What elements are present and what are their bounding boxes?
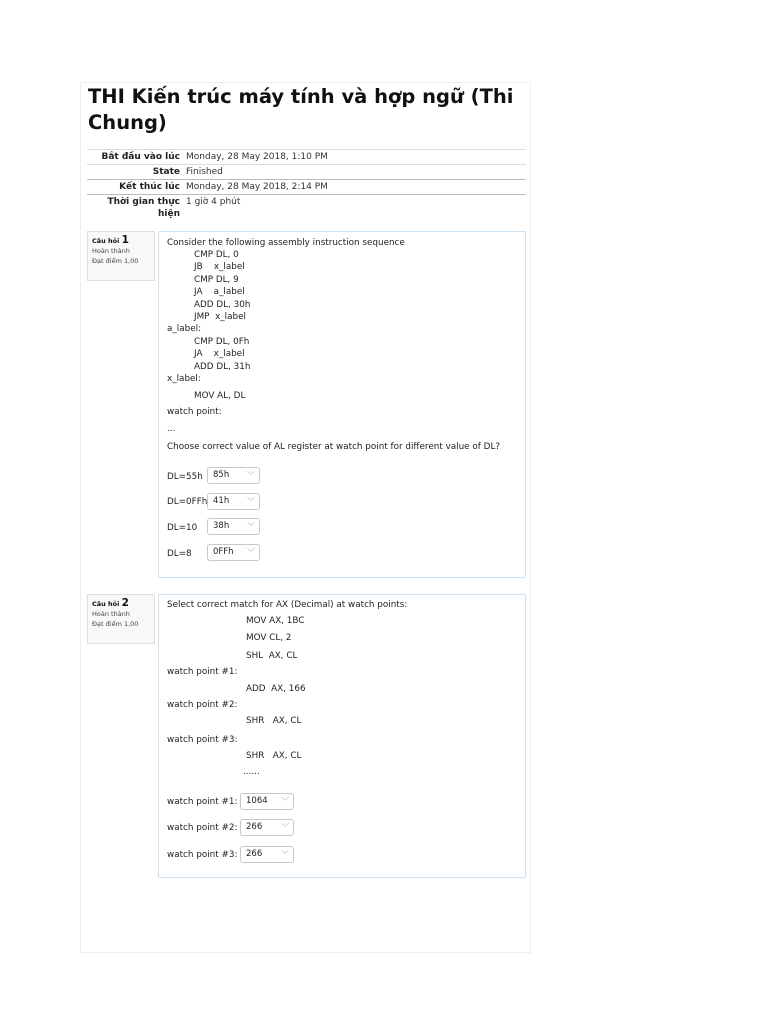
code-label: watch point:: [167, 407, 222, 417]
match-select-watch-point-1[interactable]: [240, 793, 294, 810]
selected-value: 266: [246, 849, 263, 859]
code-label: watch point #3:: [167, 735, 238, 745]
code-label: x_label:: [167, 374, 201, 384]
code-ellipsis: ...: [167, 424, 176, 434]
selected-value: 266: [246, 822, 263, 832]
code-line: MOV AL, DL: [194, 391, 246, 401]
code-line: JA a_label: [194, 287, 245, 297]
summary-label: Kết thúc lúc: [119, 182, 180, 192]
summary-value: 1 giờ 4 phút: [186, 197, 241, 207]
chevron-down-icon: ﹀: [281, 797, 289, 806]
selected-value: 85h: [213, 470, 230, 480]
code-line: CMP DL, 0: [194, 250, 239, 260]
summary-value: Monday, 28 May 2018, 2:14 PM: [186, 182, 328, 192]
code-line: MOV AX, 1BC: [246, 616, 305, 626]
code-line: SHR AX, CL: [246, 751, 302, 761]
question-1-info: [87, 231, 155, 281]
match-select-dl-55h[interactable]: [207, 467, 260, 484]
summary-label: Bắt đầu vào lúc: [101, 152, 180, 162]
match-label: DL=10: [167, 523, 198, 533]
selected-value: 41h: [213, 496, 230, 506]
match-select-watch-point-3[interactable]: [240, 846, 294, 863]
summary-row-time-taken: [87, 195, 526, 222]
chevron-down-icon: ﹀: [247, 522, 255, 531]
code-line: MOV CL, 2: [246, 633, 292, 643]
summary-row-completed: [87, 180, 526, 195]
code-line: CMP DL, 9: [194, 275, 239, 285]
code-line: SHR AX, CL: [246, 716, 302, 726]
match-select-watch-point-2[interactable]: [240, 819, 294, 836]
code-label: watch point #2:: [167, 700, 238, 710]
code-label: watch point #1:: [167, 667, 238, 677]
q1-intro: Consider the following assembly instruction sequence: [167, 238, 405, 248]
question-state: Hoàn thành: [92, 247, 130, 255]
q2-intro: Select correct match for AX (Decimal) at watch points:: [167, 600, 408, 610]
selected-value: 1064: [246, 796, 268, 806]
code-ellipsis: ......: [243, 767, 260, 777]
match-label: watch point #2:: [167, 823, 238, 833]
code-line: CMP DL, 0Fh: [194, 337, 250, 347]
code-line: ADD DL, 31h: [194, 362, 251, 372]
question-grade: Đạt điểm 1,00: [92, 257, 139, 265]
summary-label: State: [152, 167, 180, 177]
code-label: a_label:: [167, 324, 202, 334]
question-number: Câu hỏi 2: [92, 597, 129, 609]
summary-value: Finished: [186, 167, 223, 177]
match-label: watch point #3:: [167, 850, 238, 860]
q1-question-text: Choose correct value of AL register at watch point for different value of DL?: [167, 442, 501, 452]
code-line: JMP x_label: [194, 312, 246, 322]
match-label: DL=0FFh: [167, 497, 208, 507]
summary-row-state: [87, 165, 526, 180]
match-select-dl-10[interactable]: [207, 518, 260, 535]
question-number: Câu hỏi 1: [92, 234, 129, 246]
chevron-down-icon: ﹀: [247, 548, 255, 557]
chevron-down-icon: ﹀: [247, 471, 255, 480]
attempt-summary-table: [87, 149, 526, 221]
match-label: DL=55h: [167, 472, 203, 482]
question-2-info: [87, 594, 155, 644]
selected-value: 38h: [213, 521, 230, 531]
chevron-down-icon: ﹀: [247, 497, 255, 506]
question-state: Hoàn thành: [92, 610, 130, 618]
match-select-dl-0ffh[interactable]: [207, 493, 260, 510]
code-line: ADD DL, 30h: [194, 300, 251, 310]
selected-value: 0FFh: [213, 547, 234, 557]
question-grade: Đạt điểm 1,00: [92, 620, 139, 628]
code-line: JB x_label: [194, 262, 245, 272]
chevron-down-icon: ﹀: [281, 850, 289, 859]
chevron-down-icon: ﹀: [281, 823, 289, 832]
summary-label: Thời gian thực hiện: [107, 197, 180, 219]
page-title: THI Kiến trúc máy tính và hợp ngữ (Thi Chung): [88, 85, 514, 134]
match-label: DL=8: [167, 549, 192, 559]
code-line: SHL AX, CL: [246, 651, 298, 661]
match-select-dl-8[interactable]: [207, 544, 260, 561]
summary-value: Monday, 28 May 2018, 1:10 PM: [186, 152, 328, 162]
code-line: ADD AX, 166: [246, 684, 306, 694]
summary-row-started: [87, 150, 526, 165]
match-label: watch point #1:: [167, 797, 238, 807]
code-line: JA x_label: [194, 349, 245, 359]
